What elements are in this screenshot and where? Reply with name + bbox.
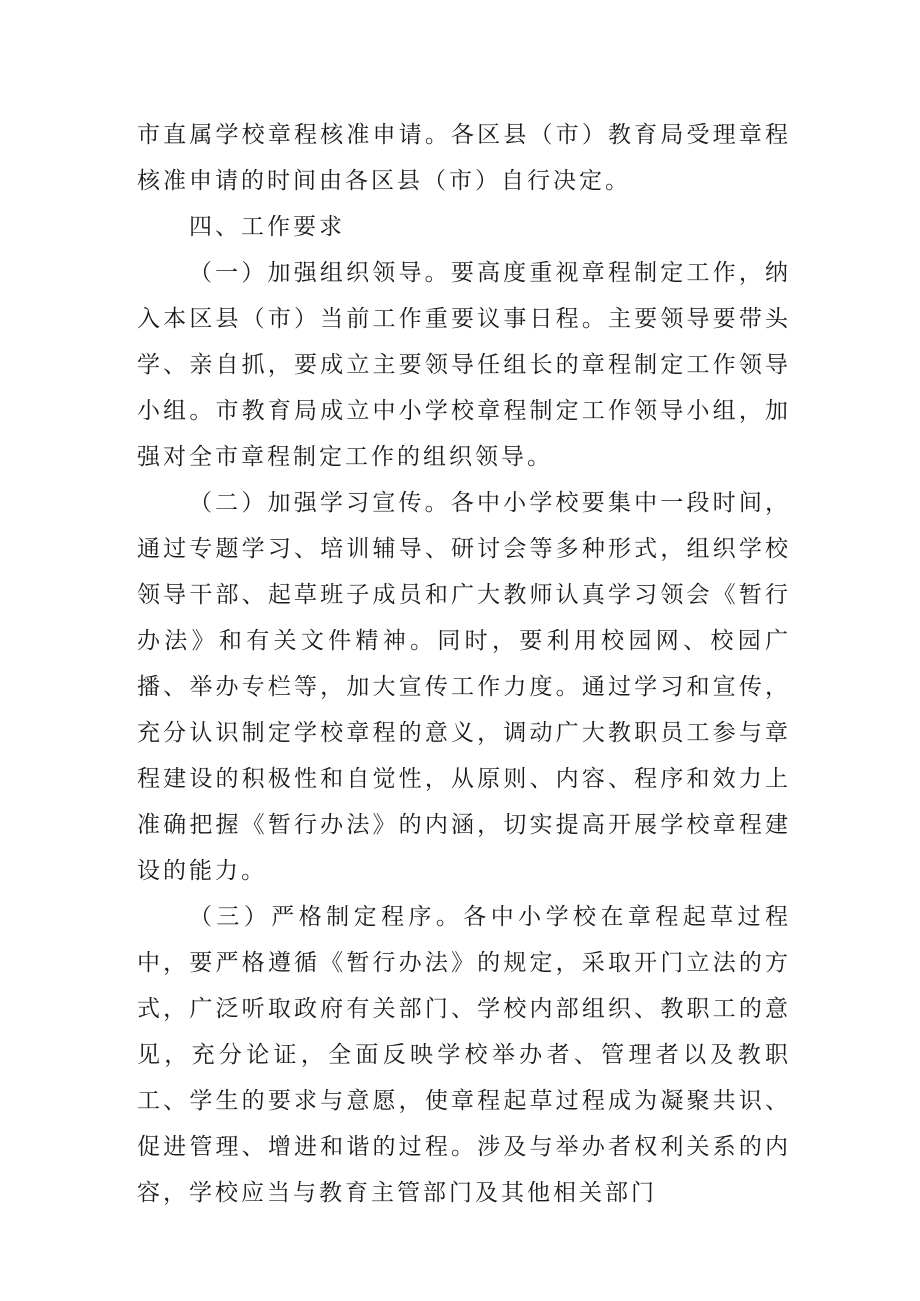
paragraph-strengthen-publicity: （二）加强学习宣传。各中小学校要集中一段时间，通过专题学习、培训辅导、研讨会等多种形式，组织学校领导干部、起草班子成员和广大教师认真学习领会《暂行办法》和有关文件精神。同时，要利用校园网、校园广播、举办专栏等，加大宣传工作力度。通过学习和宣传，充分认识制定学校章程的意义，调动广大教职员工参与章程建设的积极性和自觉性，从原则、内容、程序和效力上准确把握《暂行办法》的内涵，切实提高开展学校章程建设的能力。 <box>137 490 791 884</box>
paragraph-continuation: 市直属学校章程核准申请。各区县（市）教育局受理章程核准申请的时间由各区县（市）自行决定。 <box>137 122 791 194</box>
paragraph-strengthen-leadership: （一）加强组织领导。要高度重视章程制定工作，纳入本区县（市）当前工作重要议事日程。主要领导要带头学、亲自抓，要成立主要领导任组长的章程制定工作领导小组。市教育局成立中小学校章程制定工作领导小组，加强对全市章程制定工作的组织领导。 <box>137 260 791 470</box>
document-body <box>137 112 791 1216</box>
paragraph-strict-procedure: （三）严格制定程序。各中小学校在章程起草过程中，要严格遵循《暂行办法》的规定，采取开门立法的方式，广泛听取政府有关部门、学校内部组织、教职工的意见，充分论证，全面反映学校举办者、管理者以及教职工、学生的要求与意愿，使章程起草过程成为凝聚共识、促进管理、增进和谐的过程。涉及与举办者权利关系的内容，学校应当与教育主管部门及其他相关部门 <box>137 904 791 1206</box>
section-heading-work-requirements: 四、工作要求 <box>189 214 345 240</box>
